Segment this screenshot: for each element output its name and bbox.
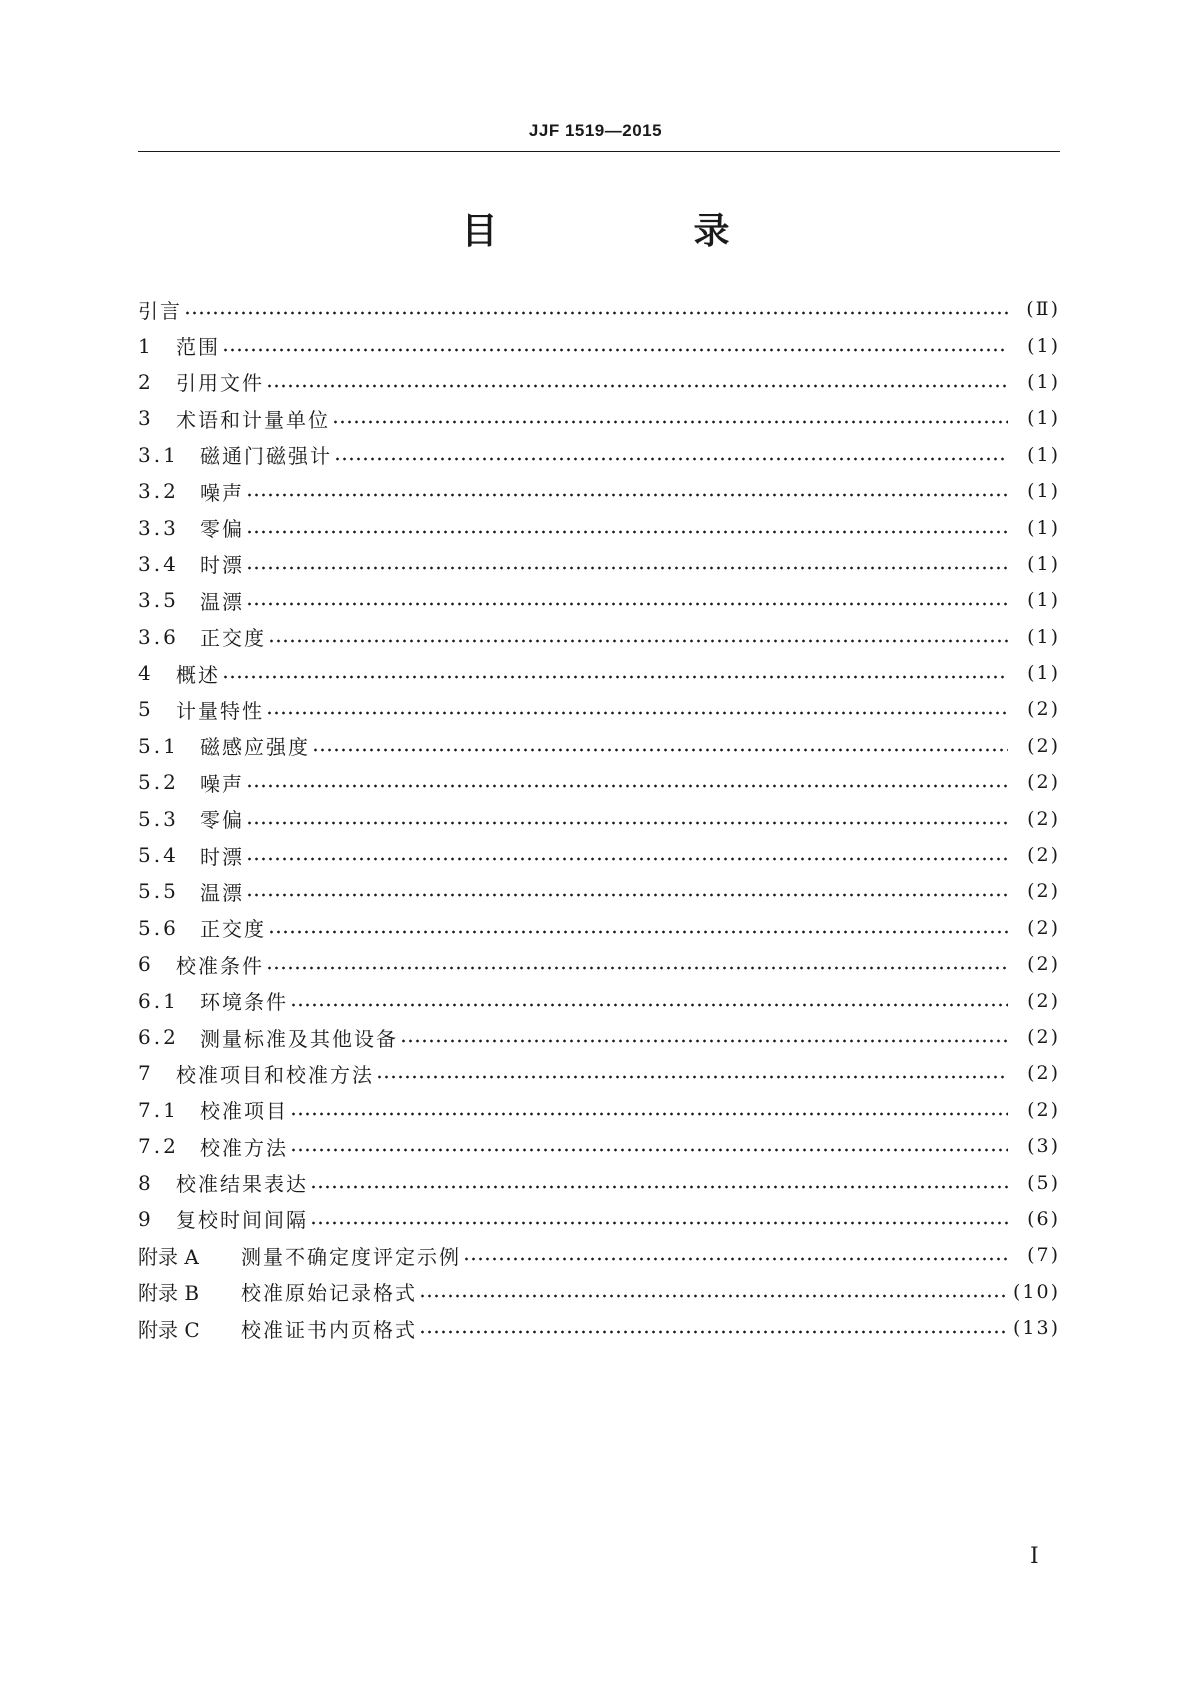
- standard-code: JJF 1519—2015: [528, 121, 663, 140]
- toc-entry-number: 5: [138, 697, 151, 722]
- toc-entry-number: 5.5: [138, 879, 179, 904]
- toc-entry-number: 5.4: [138, 843, 179, 868]
- toc-entry[interactable]: [138, 619, 1060, 655]
- toc-leader-dots: [246, 809, 1008, 829]
- toc-entry-page: (Ⅱ): [1026, 298, 1060, 321]
- toc-leader-dots: [310, 1209, 1008, 1229]
- toc-entry-label: 引用文件: [176, 371, 264, 396]
- table-of-contents: [138, 291, 1060, 1346]
- toc-entry-number: 3.1: [138, 442, 179, 467]
- toc-leader-dots: [246, 554, 1008, 574]
- toc-entry-page: (2): [1027, 953, 1060, 976]
- toc-entry-page: (3): [1027, 1135, 1060, 1158]
- toc-entry[interactable]: [138, 291, 1060, 327]
- header-rule: [138, 151, 1060, 152]
- toc-entry-label: 温漂: [200, 589, 244, 614]
- toc-entry-label: 校准条件: [176, 953, 264, 978]
- toc-entry[interactable]: [138, 1092, 1060, 1128]
- toc-entry-number: 5.3: [138, 806, 179, 831]
- toc-leader-dots: [266, 699, 1008, 719]
- toc-entry-page: (2): [1027, 1098, 1060, 1121]
- toc-entry-label: 环境条件: [200, 990, 288, 1015]
- toc-entry[interactable]: [138, 1164, 1060, 1200]
- toc-entry-page: (2): [1027, 880, 1060, 903]
- toc-entry[interactable]: [138, 910, 1060, 946]
- toc-entry-number: 3: [138, 406, 151, 431]
- toc-entry-page: (6): [1027, 1207, 1060, 1230]
- toc-entry[interactable]: [138, 1201, 1060, 1237]
- toc-entry-label: 复校时间间隔: [176, 1208, 308, 1233]
- toc-entry[interactable]: [138, 982, 1060, 1018]
- toc-leader-dots: [290, 1100, 1008, 1120]
- toc-leader-dots: [310, 1173, 1008, 1193]
- toc-entry-page: (2): [1027, 698, 1060, 721]
- toc-entry-page: (1): [1027, 334, 1060, 357]
- toc-entry-label: 校准证书内页格式: [241, 1317, 417, 1342]
- toc-entry-page: (1): [1027, 662, 1060, 685]
- toc-entry-number: 5.2: [138, 770, 179, 795]
- toc-entry-number: 7: [138, 1061, 151, 1086]
- toc-entry[interactable]: [138, 764, 1060, 800]
- toc-entry-number: 4: [138, 661, 151, 686]
- toc-entry-number: 5.1: [138, 733, 179, 758]
- toc-entry-number: 1: [138, 333, 151, 358]
- toc-entry-page: (1): [1027, 625, 1060, 648]
- toc-leader-dots: [266, 372, 1008, 392]
- toc-entry-label: 引言: [138, 298, 182, 323]
- page-title: 目 录: [461, 211, 810, 252]
- toc-leader-dots: [400, 1027, 1008, 1047]
- toc-entry-page: (2): [1027, 807, 1060, 830]
- toc-entry[interactable]: [138, 1310, 1060, 1346]
- toc-entry-page: (1): [1027, 370, 1060, 393]
- toc-entry[interactable]: [138, 1237, 1060, 1273]
- toc-entry-label: 正交度: [200, 626, 266, 651]
- toc-leader-dots: [419, 1282, 1007, 1302]
- toc-entry-label: 正交度: [200, 917, 266, 942]
- toc-entry-label: 校准结果表达: [176, 1172, 308, 1197]
- toc-entry-page: (2): [1027, 1026, 1060, 1048]
- toc-entry-number: 3.5: [138, 588, 179, 613]
- toc-entry[interactable]: [138, 1019, 1060, 1055]
- toc-leader-dots: [312, 736, 1008, 756]
- toc-entry-label: 校准项目和校准方法: [176, 1062, 374, 1087]
- toc-leader-dots: [184, 299, 1008, 319]
- toc-entry-page: (10): [1012, 1280, 1060, 1303]
- toc-entry-number: 6: [138, 952, 151, 977]
- toc-entry-label: 测量标准及其他设备: [200, 1026, 398, 1051]
- toc-leader-dots: [222, 336, 1008, 356]
- toc-entry-page: (2): [1027, 734, 1060, 757]
- toc-entry-page: (1): [1027, 443, 1060, 466]
- toc-entry-number: 2: [138, 369, 151, 394]
- toc-leader-dots: [268, 627, 1008, 647]
- toc-leader-dots: [334, 445, 1008, 465]
- toc-entry-label: 噪声: [200, 480, 244, 505]
- toc-entry[interactable]: [138, 437, 1060, 473]
- toc-entry-label: 范围: [176, 335, 220, 360]
- toc-entry-number: 6.2: [138, 1025, 179, 1049]
- toc-leader-dots: [376, 1063, 1008, 1083]
- toc-entry-page: (2): [1027, 1062, 1060, 1085]
- toc-leader-dots: [246, 481, 1008, 501]
- toc-entry[interactable]: [138, 509, 1060, 545]
- toc-entry-number: 3.3: [138, 515, 179, 540]
- toc-entry[interactable]: [138, 364, 1060, 400]
- toc-entry[interactable]: [138, 400, 1060, 436]
- toc-leader-dots: [246, 590, 1008, 610]
- toc-leader-dots: [290, 1136, 1008, 1156]
- toc-entry[interactable]: [138, 946, 1060, 982]
- toc-entry-label: 磁通门磁强计: [200, 444, 332, 469]
- toc-entry-number: 3.6: [138, 624, 179, 649]
- toc-entry-number: 7.1: [138, 1097, 179, 1122]
- toc-entry-page: (2): [1027, 916, 1060, 939]
- toc-entry[interactable]: [138, 800, 1060, 836]
- toc-entry[interactable]: [138, 327, 1060, 363]
- toc-entry-label: 零偏: [200, 517, 244, 542]
- toc-entry[interactable]: [138, 1055, 1060, 1091]
- toc-entry-number: 6.1: [138, 988, 179, 1013]
- toc-entry-label: 校准原始记录格式: [241, 1281, 417, 1306]
- toc-entry-page: (1): [1027, 407, 1060, 430]
- toc-entry-label: 校准方法: [200, 1135, 288, 1160]
- toc-entry-label: 噪声: [200, 771, 244, 796]
- toc-leader-dots: [332, 408, 1008, 428]
- toc-entry-page: (1): [1027, 516, 1060, 539]
- toc-entry-number: 7.2: [138, 1134, 179, 1159]
- toc-entry-number: 3.4: [138, 551, 179, 576]
- toc-entry-number: 9: [138, 1206, 151, 1231]
- toc-entry[interactable]: [138, 873, 1060, 909]
- toc-leader-dots: [290, 991, 1008, 1011]
- toc-entry-page: (1): [1027, 552, 1060, 575]
- toc-leader-dots: [463, 1245, 1008, 1265]
- toc-entry-label: 测量不确定度评定示例: [241, 1244, 461, 1269]
- toc-entry-number: 8: [138, 1170, 151, 1195]
- toc-entry-page: (13): [1012, 1317, 1060, 1340]
- toc-entry-label: 温漂: [200, 880, 244, 905]
- toc-entry-number: 3.2: [138, 479, 179, 504]
- toc-entry-label: 计量特性: [176, 698, 264, 723]
- toc-entry-label: 磁感应强度: [200, 735, 310, 760]
- toc-entry-page: (2): [1027, 844, 1060, 867]
- toc-leader-dots: [246, 772, 1008, 792]
- toc-entry[interactable]: [138, 655, 1060, 691]
- toc-entry-page: (1): [1027, 480, 1060, 503]
- toc-entry-number: 5.6: [138, 915, 179, 940]
- toc-entry-page: (2): [1027, 989, 1060, 1012]
- toc-entry-number: 附录 B: [138, 1281, 200, 1306]
- toc-entry-page: (5): [1027, 1171, 1060, 1194]
- page-number: I: [1030, 1544, 1039, 1569]
- toc-entry[interactable]: [138, 546, 1060, 582]
- toc-entry-page: (1): [1027, 589, 1060, 612]
- toc-entry-label: 概述: [176, 662, 220, 687]
- toc-entry-number: 附录 C: [138, 1317, 200, 1342]
- toc-entry-label: 校准项目: [200, 1099, 288, 1124]
- toc-leader-dots: [246, 518, 1008, 538]
- toc-entry[interactable]: [138, 1128, 1060, 1164]
- toc-leader-dots: [246, 881, 1008, 901]
- toc-entry-label: 术语和计量单位: [176, 407, 330, 432]
- toc-entry-page: (2): [1027, 771, 1060, 794]
- toc-entry[interactable]: [138, 1274, 1060, 1310]
- toc-entry-page: (7): [1027, 1244, 1060, 1267]
- toc-leader-dots: [246, 845, 1008, 865]
- toc-entry-number: 附录 A: [138, 1244, 199, 1269]
- toc-entry[interactable]: [138, 837, 1060, 873]
- toc-entry-label: 时漂: [200, 844, 244, 869]
- toc-leader-dots: [268, 918, 1008, 938]
- toc-entry-label: 时漂: [200, 553, 244, 578]
- toc-leader-dots: [419, 1318, 1007, 1338]
- toc-leader-dots: [266, 954, 1008, 974]
- toc-entry[interactable]: [138, 582, 1060, 618]
- toc-entry-label: 零偏: [200, 808, 244, 833]
- toc-entry[interactable]: [138, 728, 1060, 764]
- toc-entry[interactable]: [138, 691, 1060, 727]
- toc-leader-dots: [222, 663, 1008, 683]
- toc-entry[interactable]: [138, 473, 1060, 509]
